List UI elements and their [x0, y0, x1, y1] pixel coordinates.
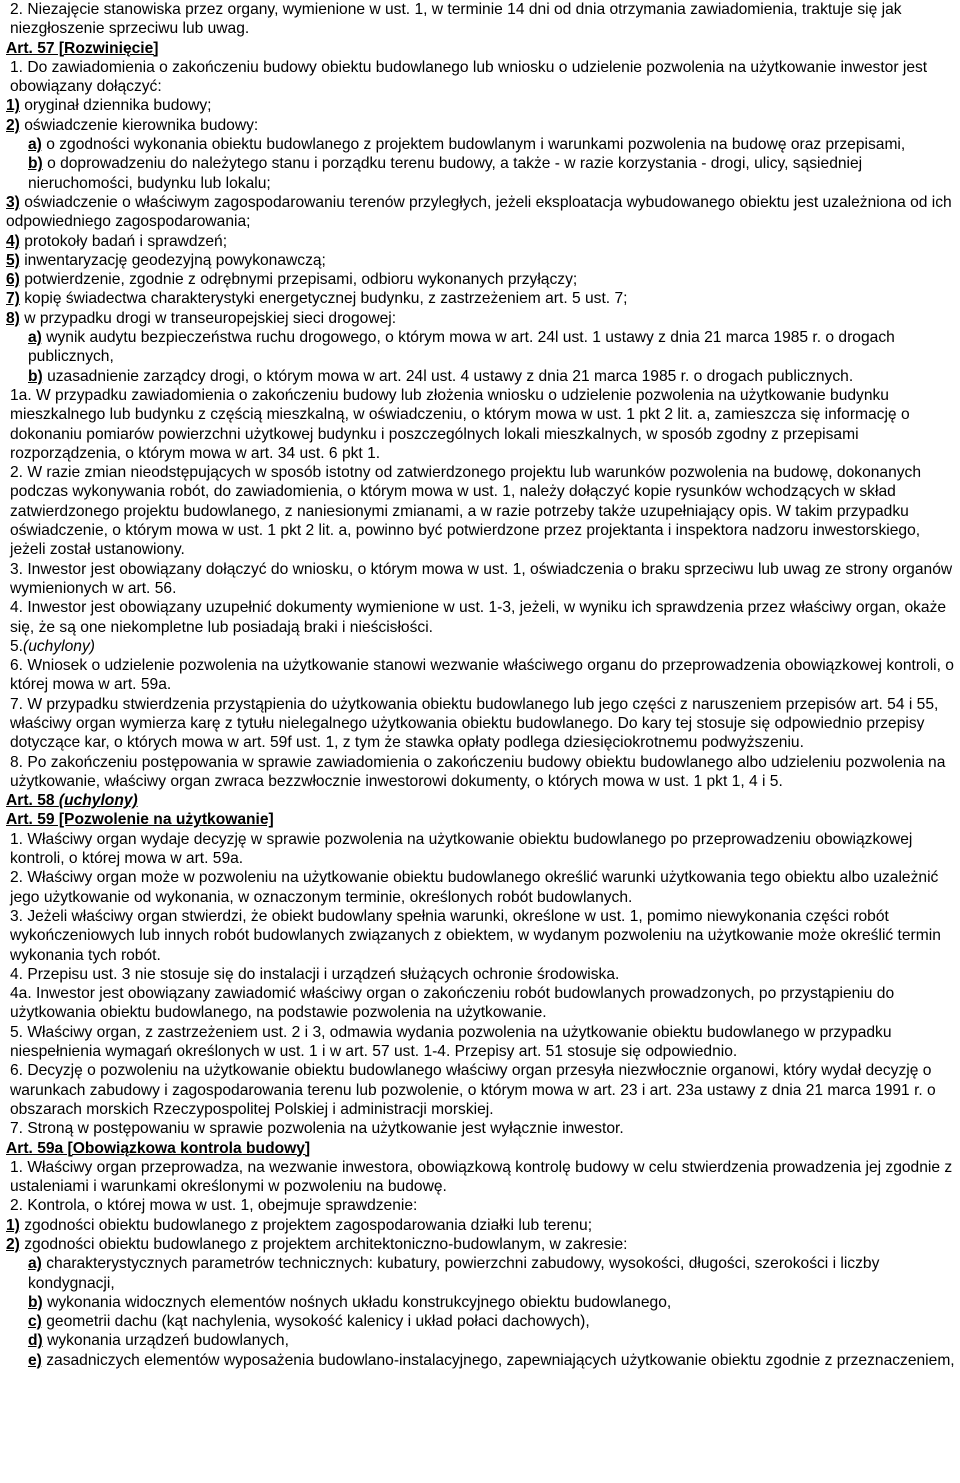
- item-text: zgodności obiektu budowlanego z projektem architektoniczno-budowlanym, w zakresie:: [24, 1236, 628, 1253]
- paragraph: 8. Po zakończeniu postępowania w sprawie zawiadomienia o zakończeniu budowy obiektu budowlanego albo udzieleniu pozwolenia na użytkowanie, właściwy organ zwraca bezzwłocznie inwestorowi dokumenty, o których mowa w ust. 1 pkt 1, 4 i 5.: [10, 753, 946, 790]
- item-number: 7): [6, 290, 20, 308]
- list-item: [6, 1235, 956, 1254]
- item-number: 4): [6, 232, 20, 250]
- sub-list-item: [6, 328, 956, 367]
- paragraph: 7. W przypadku stwierdzenia przystąpienia do użytkowania obiektu budowlanego lub jego części z naruszeniem przepisów art. 54 i 55, właściwy organ wymierza karę z tytułu nielegalnego użytkowania obiektu budowlanego. Do kary tej stosuje się odpowiednio przepisy dotyczące kar, o których mowa w art. 59f ust. 1, z tym że stawka opłaty podlega dziesięciokrotnemu podwyższeniu.: [10, 695, 939, 752]
- paragraph-status: (uchylony): [23, 637, 95, 655]
- item-number: 6): [6, 271, 20, 289]
- item-text: wynik audytu bezpieczeństwa ruchu drogowego, o którym mowa w art. 24l ust. 1 ustawy z dnia 21 marca 1985 r. o drogach publicznych,: [28, 329, 895, 366]
- item-number: b): [28, 367, 43, 385]
- item-number: 8): [6, 309, 20, 327]
- item-number: a): [28, 1255, 42, 1273]
- item-text: oryginał dziennika budowy;: [24, 97, 212, 115]
- sub-list-item: [6, 1331, 956, 1350]
- paragraph: 1a. W przypadku zawiadomienia o zakończeniu budowy lub złożenia wniosku o udzielenie pozwolenia na użytkowanie budynku mieszkalnego lub budynku z częścią mieszkalną, w oświadczeniu, o którym mowa w ust. 1 pkt 2 lit. a, zamieszcza się informację o dokonaniu pomiarów powierzchni użytkowej budynku i poszczególnych lokali mieszkalnych, w sposób zgodny z przepisami rozporządzenia, o którym mowa w art. 34 ust. 6 pkt 1.: [10, 386, 910, 462]
- sub-list-item: [6, 1293, 956, 1312]
- item-text: oświadczenie kierownika budowy:: [24, 116, 259, 134]
- item-number: a): [28, 329, 42, 347]
- article-heading-text: Art. 59a [Obowiązkowa kontrola budowy]: [6, 1139, 311, 1157]
- paragraph-number: 5.: [10, 637, 24, 655]
- paragraph: 4a. Inwestor jest obowiązany zawiadomić właściwy organ o zakończeniu robót budowlanych prowadzonych, po przystąpieniu do użytkowania obiektu budowlanego, na podstawie pozwolenia na użytkowanie.: [10, 985, 895, 1022]
- sub-list-item: [6, 135, 956, 154]
- article-heading-text: Art. 59 [Pozwolenie na użytkowanie]: [6, 811, 274, 829]
- article-heading: [6, 39, 956, 58]
- sub-list-item: [6, 1312, 956, 1331]
- sub-list-item: [6, 154, 956, 193]
- list-item: [6, 193, 956, 232]
- sub-list-item: [6, 1351, 956, 1370]
- paragraph: [6, 637, 956, 656]
- item-text: kopię świadectwa charakterystyki energetycznej budynku, z zastrzeżeniem art. 5 ust. 7;: [24, 290, 628, 308]
- item-number: b): [28, 155, 43, 173]
- item-text: wykonania widocznych elementów nośnych układu konstrukcyjnego obiektu budowlanego,: [47, 1293, 672, 1311]
- paragraph: 5. Właściwy organ, z zastrzeżeniem ust. 2 i 3, odmawia wydania pozwolenia na użytkowanie obiektu budowlanego w przypadku niespełnienia wymagań określonych w ust. 1 i w art. 57 ust. 1-4. Przepisy art. 51 stosuje się odpowiednio.: [10, 1023, 892, 1061]
- item-text: w przypadku drogi w transeuropejskiej sieci drogowej:: [24, 309, 397, 327]
- item-text: inwentaryzację geodezyjną powykonawczą;: [24, 251, 326, 269]
- item-number: 1): [6, 1216, 20, 1234]
- paragraph: 2. W razie zmian nieodstępujących w sposób istotny od zatwierdzonego projektu lub warunków pozwolenia na budowę, dokonanych podczas wykonywania robót, do zawiadomienia, o którym mowa w ust. 1, należy dołączyć kopie rysunków wchodzących w skład zatwierdzonego projektu budowlanego, z naniesionymi zmianami, a w razie potrzeby także uzupełniający opis. W takim przypadku oświadczenie, o którym mowa w ust. 1 pkt 2 lit. a, powinno być potwierdzone przez projektanta i inspektora nadzoru inwestorskiego, jeżeli został ustanowiony.: [10, 464, 922, 559]
- item-text: o doprowadzeniu do należytego stanu i porządku terenu budowy, a także - w razie korzystania - drogi, ulicy, sąsiedniej nieruchomości, budynku lub lokalu;: [28, 155, 863, 192]
- item-number: a): [28, 136, 42, 154]
- item-number: 1): [6, 97, 20, 115]
- list-item: [6, 96, 956, 115]
- paragraph: 1. Właściwy organ wydaje decyzję w sprawie pozwolenia na użytkowanie obiektu budowlanego po przeprowadzeniu obowiązkowej kontroli, o której mowa w art. 59a.: [10, 830, 913, 868]
- paragraph: 7. Stroną w postępowaniu w sprawie pozwolenia na użytkowanie jest wyłącznie inwestor.: [10, 1120, 624, 1138]
- paragraph: 1. Do zawiadomienia o zakończeniu budowy obiektu budowlanego lub wniosku o udzielenie pozwolenia na użytkowanie inwestor jest obowiązany dołączyć:: [10, 58, 928, 96]
- item-text: wykonania urządzeń budowlanych,: [47, 1332, 289, 1350]
- list-item: [6, 232, 956, 251]
- article-heading: [6, 1139, 956, 1158]
- item-number: 3): [6, 193, 20, 211]
- item-number: b): [28, 1293, 43, 1311]
- paragraph: 6. Wniosek o udzielenie pozwolenia na użytkowanie stanowi wezwanie właściwego organu do przeprowadzenia obowiązkowej kontroli, o której mowa w art. 59a.: [10, 657, 954, 694]
- paragraph: 3. Jeżeli właściwy organ stwierdzi, że obiekt budowlany spełnia warunki, określone w ust. 1, pomimo niewykonania części robót wykończeniowych lub innych robót budowlanych związanych z obiektem, w wydanym pozwoleniu na użytkowanie może określić termin wykonania tych robót.: [10, 907, 941, 964]
- paragraph: 4. Inwestor jest obowiązany uzupełnić dokumenty wymienione w ust. 1-3, jeżeli, w wyniku ich sprawdzenia przez właściwy organ, okaże się, że są one niekompletne lub posiadają braki i nieścisłości.: [10, 599, 947, 636]
- paragraph: 2. Niezajęcie stanowiska przez organy, wymienione w ust. 1, w terminie 14 dni od dnia otrzymania zawiadomienia, traktuje się jak niezgłoszenie sprzeciwu lub uwag.: [10, 1, 902, 38]
- item-number: 2): [6, 116, 20, 134]
- list-item: [6, 270, 956, 289]
- item-number: c): [28, 1313, 42, 1331]
- item-text: uzasadnienie zarządcy drogi, o którym mowa w art. 24l ust. 4 ustawy z dnia 21 marca 1985 r. o drogach publicznych.: [47, 367, 854, 385]
- item-text: oświadczenie o właściwym zagospodarowaniu terenów przyległych, jeżeli eksploatacja wybudowanego obiektu jest uzależniona od ich odpowiedniego zagospodarowania;: [6, 193, 952, 231]
- item-number: d): [28, 1332, 43, 1350]
- item-text: potwierdzenie, zgodnie z odrębnymi przepisami, odbioru wykonanych przyłączy;: [24, 271, 578, 289]
- paragraph: 6. Decyzję o pozwoleniu na użytkowanie obiektu budowlanego właściwy organ przesyła niezwłocznie organowi, który wydał decyzję o warunkach zabudowy i zagospodarowania terenu lub pozwolenie, o którym mowa w art. 23 i art. 23a ustawy z dnia 21 marca 1991 r. o obszarach morskich Rzeczypospolitej Polskiej i administracji morskiej.: [10, 1062, 936, 1118]
- item-text: charakterystycznych parametrów technicznych: kubatury, powierzchni zabudowy, wysokości, długości, szerokości i liczby kondygnacji,: [28, 1255, 880, 1292]
- article-heading-number: Art. 58: [6, 792, 59, 810]
- item-number: e): [28, 1351, 42, 1369]
- item-text: protokoły badań i sprawdzeń;: [24, 232, 228, 250]
- item-number: 5): [6, 251, 20, 269]
- item-text: zgodności obiektu budowlanego z projektem zagospodarowania działki lub terenu;: [24, 1216, 593, 1234]
- article-heading-text: Art. 57 [Rozwinięcie]: [6, 39, 159, 57]
- list-item: [6, 289, 956, 308]
- item-text: o zgodności wykonania obiektu budowlanego z projektem budowlanym i warunkami pozwolenia na budowę oraz przepisami,: [46, 136, 906, 154]
- article-heading-status: (uchylony): [58, 792, 138, 810]
- list-item: [6, 116, 956, 135]
- paragraph: 2. Kontrola, o której mowa w ust. 1, obejmuje sprawdzenie:: [10, 1197, 418, 1215]
- article-heading-text: [6, 791, 138, 810]
- paragraph: 1. Właściwy organ przeprowadza, na wezwanie inwestora, obowiązkową kontrolę budowy w celu stwierdzenia prowadzenia jej zgodnie z ustaleniami i warunkami określonymi w pozwoleniu na budowę.: [10, 1158, 953, 1196]
- item-number: 2): [6, 1236, 20, 1253]
- item-text: zasadniczych elementów wyposażenia budowlano-instalacyjnego, zapewniających użytkowanie obiektu zgodnie z przeznaczeniem,: [46, 1351, 955, 1369]
- paragraph: 4. Przepisu ust. 3 nie stosuje się do instalacji i urządzeń służących ochronie środowiska.: [10, 965, 620, 983]
- paragraph: 3. Inwestor jest obowiązany dołączyć do wniosku, o którym mowa w ust. 1, oświadczenia o braku sprzeciwu lub uwag ze strony organów wymienionych w art. 56.: [10, 560, 953, 597]
- sub-list-item: [6, 367, 956, 386]
- article-heading: [6, 791, 956, 810]
- paragraph: 2. Właściwy organ może w pozwoleniu na użytkowanie obiektu budowlanego określić warunki użytkowania tego obiektu albo uzależnić jego użytkowanie od wykonania, w oznaczonym terminie, określonych robót budowlanych.: [10, 869, 939, 906]
- list-item: [6, 251, 956, 270]
- list-item: [6, 309, 956, 328]
- item-text: geometrii dachu (kąt nachylenia, wysokość kalenicy i układ połaci dachowych),: [46, 1313, 590, 1331]
- list-item: [6, 1216, 956, 1235]
- article-heading: [6, 810, 956, 829]
- sub-list-item: [6, 1254, 956, 1293]
